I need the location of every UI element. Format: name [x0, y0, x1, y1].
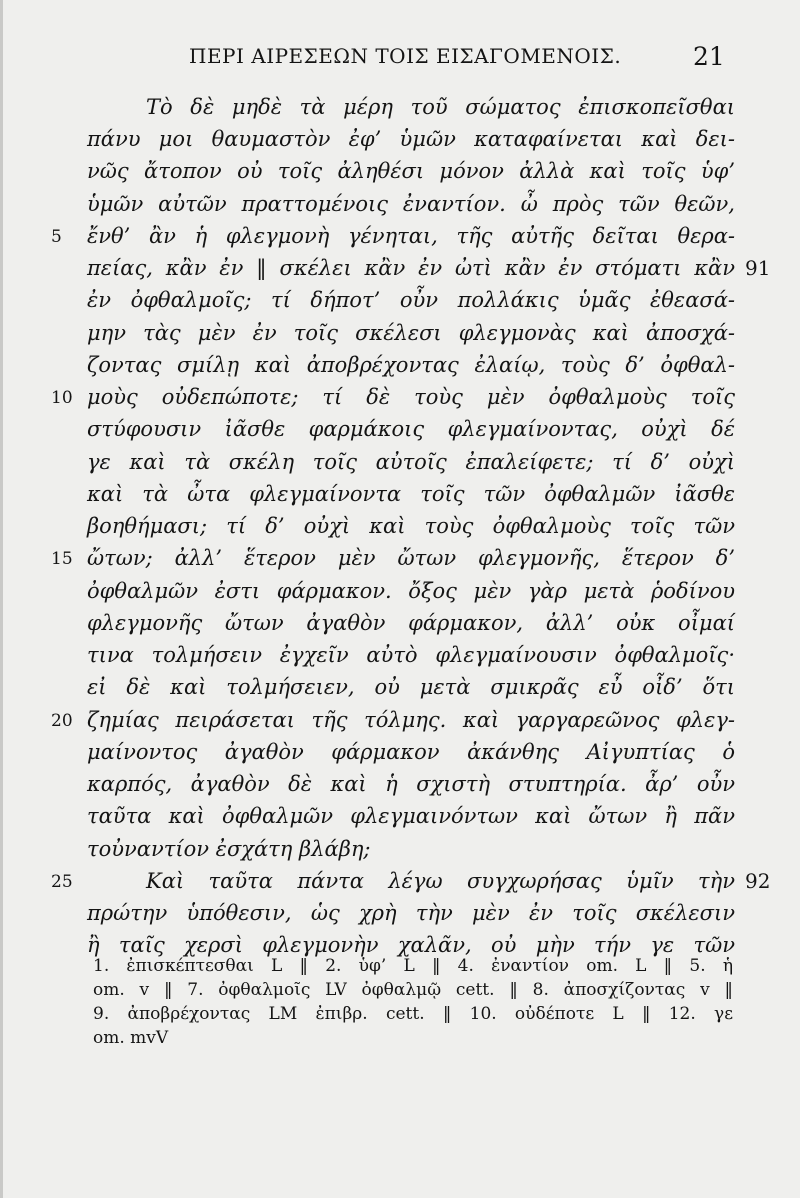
text-line: μην τὰς μὲν ἐν τοῖς σκέλεσι φλεγμονὰς καὶ ἀποσχά- [87, 321, 735, 345]
text-line: ὀφθαλμῶν ἐστι φάρμακον. ὄξος μὲν γὰρ μετὰ ῥοδίνου [87, 579, 735, 603]
text-line: πάνυ μοι θαυμαστὸν ἐφ’ ὑμῶν καταφαίνεται καὶ δει- [87, 127, 735, 151]
text-line: εἰ δὲ καὶ τολμήσειεν, οὐ μετὰ σμικρᾶς εὖ οἶδ’ ὅτι [87, 675, 735, 699]
line-number: 10 [51, 388, 73, 408]
text-line: τινα τολμήσειν ἐγχεῖν αὐτὸ φλεγμαίνουσιν ὀφθαλμοῖς· [87, 643, 735, 667]
footnote-line: om. v ‖ 7. ὀφθαλμοῖς LV ὀφθαλμῷ cett. ‖ 8. ἀποσχίζοντας v ‖ [93, 980, 733, 1000]
footnote-line: 1. ἐπισκέπτεσθαι L ‖ 2. ὑφ’ L ‖ 4. ἐναντίον om. L ‖ 5. ἡ [93, 956, 733, 976]
line-number: 25 [51, 872, 73, 892]
text-line: ταῦτα καὶ ὀφθαλμῶν φλεγμαινόντων καὶ ὤτων ἢ πᾶν [87, 804, 735, 828]
text-line: ἢ ταῖς χερσὶ φλεγμονὴν χαλᾶν, οὐ μὴν τήν γε τῶν [87, 933, 735, 957]
text-line: βοηθήμασι; τί δ’ οὐχὶ καὶ τοὺς ὀφθαλμοὺς τοῖς τῶν [87, 514, 735, 538]
footnote-line: 9. ἀποβρέχοντας LM ἐπιβρ. cett. ‖ 10. οὐδέποτε L ‖ 12. γε [93, 1004, 733, 1024]
text-line: φλεγμονῆς ὤτων ἀγαθὸν φάρμακον, ἀλλ’ οὐκ οἶμαί [87, 611, 735, 635]
page-number: 21 [693, 42, 725, 71]
text-line: ἐν ὀφθαλμοῖς; τί δήποτ’ οὖν πολλάκις ὑμᾶς ἐθεασά- [87, 288, 735, 312]
text-line: Καὶ ταῦτα πάντα λέγω συγχωρήσας ὑμῖν τὴν [146, 869, 735, 893]
text-line: ὤτων; ἀλλ’ ἕτερον μὲν ὤτων φλεγμονῆς, ἕτερον δ’ [87, 546, 735, 570]
text-line: καὶ τὰ ὦτα φλεγμαίνοντα τοῖς τῶν ὀφθαλμῶν ἰᾶσθε [87, 482, 735, 506]
text-line: γε καὶ τὰ σκέλη τοῖς αὐτοῖς ἐπαλείφετε; τί δ’ οὐχὶ [87, 450, 735, 474]
text-line: Τὸ δὲ μηδὲ τὰ μέρη τοῦ σώματος ἐπισκοπεῖσθαι [146, 95, 735, 119]
text-line: στύφουσιν ἰᾶσθε φαρμάκοις φλεγμαίνοντας, οὐχὶ δέ [87, 417, 735, 441]
text-line: μοὺς οὐδεπώποτε; τί δὲ τοὺς μὲν ὀφθαλμοὺς τοῖς [87, 385, 735, 409]
text-line: νῶς ἄτοπον οὐ τοῖς ἀληθέσι μόνον ἀλλὰ καὶ τοῖς ὑφ’ [87, 159, 735, 183]
text-line: ἔνθ’ ἂν ἡ φλεγμονὴ γένηται, τῆς αὐτῆς δεῖται θερα- [87, 224, 735, 248]
text-line: τοὐναντίον ἐσχάτη βλάβη; [87, 837, 371, 861]
margin-page-number: 92 [745, 869, 771, 893]
text-line: ζοντας σμίλῃ καὶ ἀποβρέχοντας ἐλαίῳ, τοὺς δ’ ὀφθαλ- [87, 353, 735, 377]
text-line: πρώτην ὑπόθεσιν, ὡς χρὴ τὴν μὲν ἐν τοῖς σκέλεσιν [87, 901, 735, 925]
text-line: μαίνοντος ἀγαθὸν φάρμακον ἀκάνθης Αἰγυπτίας ὁ [87, 740, 735, 764]
line-number: 15 [51, 549, 73, 569]
text-line: ὑμῶν αὐτῶν πραττομένοις ἐναντίον. ὦ πρὸς τῶν θεῶν, [87, 192, 735, 216]
line-number: 5 [51, 227, 62, 247]
text-line: ζημίας πειράσεται τῆς τόλμης. καὶ γαργαρεῶνος φλεγ- [87, 708, 735, 732]
running-title: ΠΕΡΙ ΑΙΡΕΣΕΩΝ ΤΟΙΣ ΕΙΣΑΓΟΜΕΝΟΙΣ. [189, 44, 622, 68]
text-line: καρπός, ἀγαθὸν δὲ καὶ ἡ σχιστὴ στυπτηρία. ἆρ’ οὖν [87, 772, 735, 796]
text-line: πείας, κἂν ἐν ‖ σκέλει κἂν ἐν ὠτὶ κἂν ἐν στόματι κἂν [87, 256, 735, 280]
critical-apparatus [93, 954, 733, 1050]
margin-page-number: 91 [745, 256, 771, 280]
footnote-line: om. mvV [93, 1028, 169, 1048]
line-number: 20 [51, 711, 73, 731]
